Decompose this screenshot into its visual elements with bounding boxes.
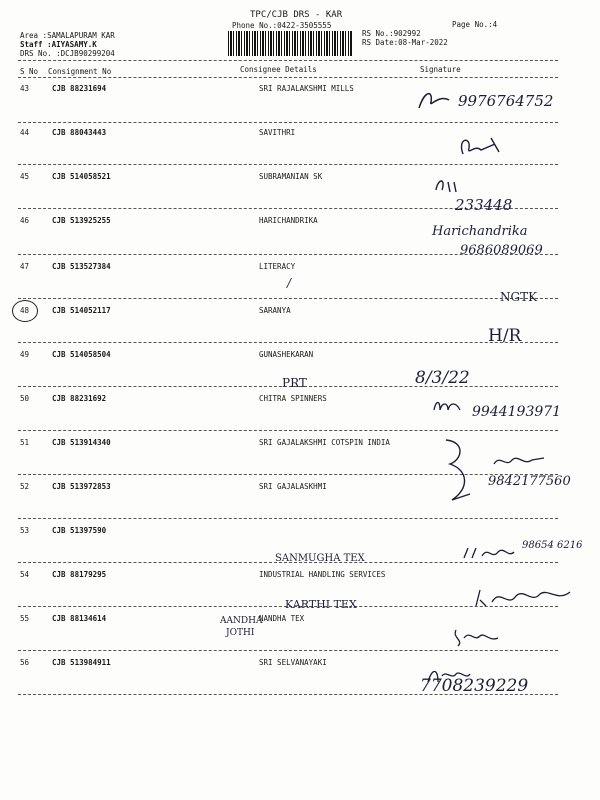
row-sno: 56 [20, 658, 30, 667]
table-row [0, 614, 600, 626]
signature-scribble [490, 452, 550, 472]
signature-scribble [450, 624, 510, 650]
hw-note-55b: JOTHI [226, 628, 255, 638]
row-consignment: CJB 513527384 [52, 262, 111, 271]
row-sno: 43 [20, 84, 30, 93]
row-consignment: CJB 88179295 [52, 570, 107, 579]
header-title: TPC/CJB DRS - KAR [250, 10, 343, 20]
header-area: Area :SAMALAPURAM KAR [20, 31, 115, 40]
row-consignee: LITERACY [259, 262, 296, 271]
row-sno: 44 [20, 128, 30, 137]
row-sno: 47 [20, 262, 30, 271]
row-consignee: CHITRA SPINNERS [259, 394, 327, 403]
signature-scribble [460, 544, 520, 566]
signature-scribble [415, 88, 455, 112]
hw-hr-48: H/R [488, 326, 522, 346]
row-consignee: HARICHANDRIKA [259, 216, 318, 225]
hw-note-55a: AANDHA [220, 616, 263, 626]
row-consignment: CJB 88231692 [52, 394, 107, 403]
col-consignment: Consignment No [48, 67, 112, 76]
row-sno: 54 [20, 570, 30, 579]
table-row [0, 438, 600, 450]
table-row [0, 172, 600, 184]
header-rs-no: RS No.:902992 [362, 29, 421, 38]
col-signature: Signature [420, 65, 461, 74]
hw-phone-56: 7708239229 [420, 676, 529, 696]
header-rs-date: RS Date:08-Mar-2022 [362, 38, 448, 47]
header-staff: Staff :AIYASAMY.K [20, 40, 97, 49]
row-sno: 55 [20, 614, 30, 623]
row-sno: 45 [20, 172, 30, 181]
hw-prt-49: PRT [282, 376, 307, 390]
col-sno: S No [20, 67, 39, 76]
hw-phone-43: 9976764752 [458, 92, 554, 110]
row-consignee: SRI GAJALAKSHMI COTSPIN INDIA [259, 438, 390, 447]
signature-scribble [440, 434, 480, 506]
hw-phone-50: 9944193971 [472, 404, 562, 420]
row-consignment: CJB 513914340 [52, 438, 111, 447]
hw-name-53: SANMUGHA TEX [275, 553, 365, 564]
table-row [0, 350, 600, 362]
header-phone: Phone No.:0422-3505555 [232, 21, 332, 30]
table-row [0, 658, 600, 670]
row-consignment: CJB 88043443 [52, 128, 107, 137]
row-consignee: SAVITHRI [259, 128, 296, 137]
row-consignment: CJB 513972853 [52, 482, 111, 491]
hw-phone-46: 9686089069 [460, 243, 543, 258]
hw-name-54: KARTHI TEX [285, 598, 357, 611]
row-consignee: SRI SELVANAYAKI [259, 658, 327, 667]
table-row [0, 570, 600, 582]
row-sno: 46 [20, 216, 30, 225]
row-sno: 53 [20, 526, 30, 535]
signature-scribble [455, 134, 505, 162]
table-row [0, 128, 600, 140]
hw-tick-47: / [287, 276, 292, 290]
row-consignment: CJB 514058521 [52, 172, 111, 181]
row-sno: 49 [20, 350, 30, 359]
row-consignee: SUBRAMANIAN SK [259, 172, 323, 181]
row-consignee: SRI GAJALASKHMI [259, 482, 327, 491]
row-consignee: GUNASHEKARAN [259, 350, 314, 359]
hw-name-46: Harichandrika [432, 224, 528, 239]
row-sno: 48 [20, 306, 30, 315]
table-row [0, 526, 600, 538]
row-sno: 52 [20, 482, 30, 491]
row-consignee: INDUSTRIAL HANDLING SERVICES [259, 570, 386, 579]
barcode [228, 31, 353, 56]
row-consignee: SARANYA [259, 306, 291, 315]
row-consignment: CJB 513925255 [52, 216, 111, 225]
row-consignment: CJB 514052117 [52, 306, 111, 315]
header-page-no: Page No.:4 [452, 20, 498, 29]
hw-phone-52: 9842177560 [488, 474, 571, 489]
row-consignment: CJB 513984911 [52, 658, 111, 667]
hw-phone-53: 98654 6216 [522, 540, 583, 551]
table-row [0, 306, 600, 318]
col-consignee: Consignee Details [240, 65, 317, 74]
hw-ntk-48: NGTK [500, 290, 538, 304]
table-row [0, 262, 600, 274]
row-consignment: CJB 51397590 [52, 526, 107, 535]
row-sno: 51 [20, 438, 30, 447]
signature-scribble [430, 396, 470, 416]
row-sno: 50 [20, 394, 30, 403]
header-drs-no: DRS No. :DCJB90299204 [20, 49, 115, 58]
row-consignment: CJB 88231694 [52, 84, 107, 93]
row-consignee: NANDHA TEX [259, 614, 305, 623]
signature-scribble [470, 586, 580, 612]
row-consignment: CJB 88134614 [52, 614, 107, 623]
signature-scribble [430, 172, 470, 198]
hw-num-45: 233448 [455, 196, 513, 214]
row-consignee: SRI RAJALAKSHMI MILLS [259, 84, 354, 93]
hw-date-49: 8/3/22 [415, 368, 470, 388]
row-consignment: CJB 514058504 [52, 350, 111, 359]
